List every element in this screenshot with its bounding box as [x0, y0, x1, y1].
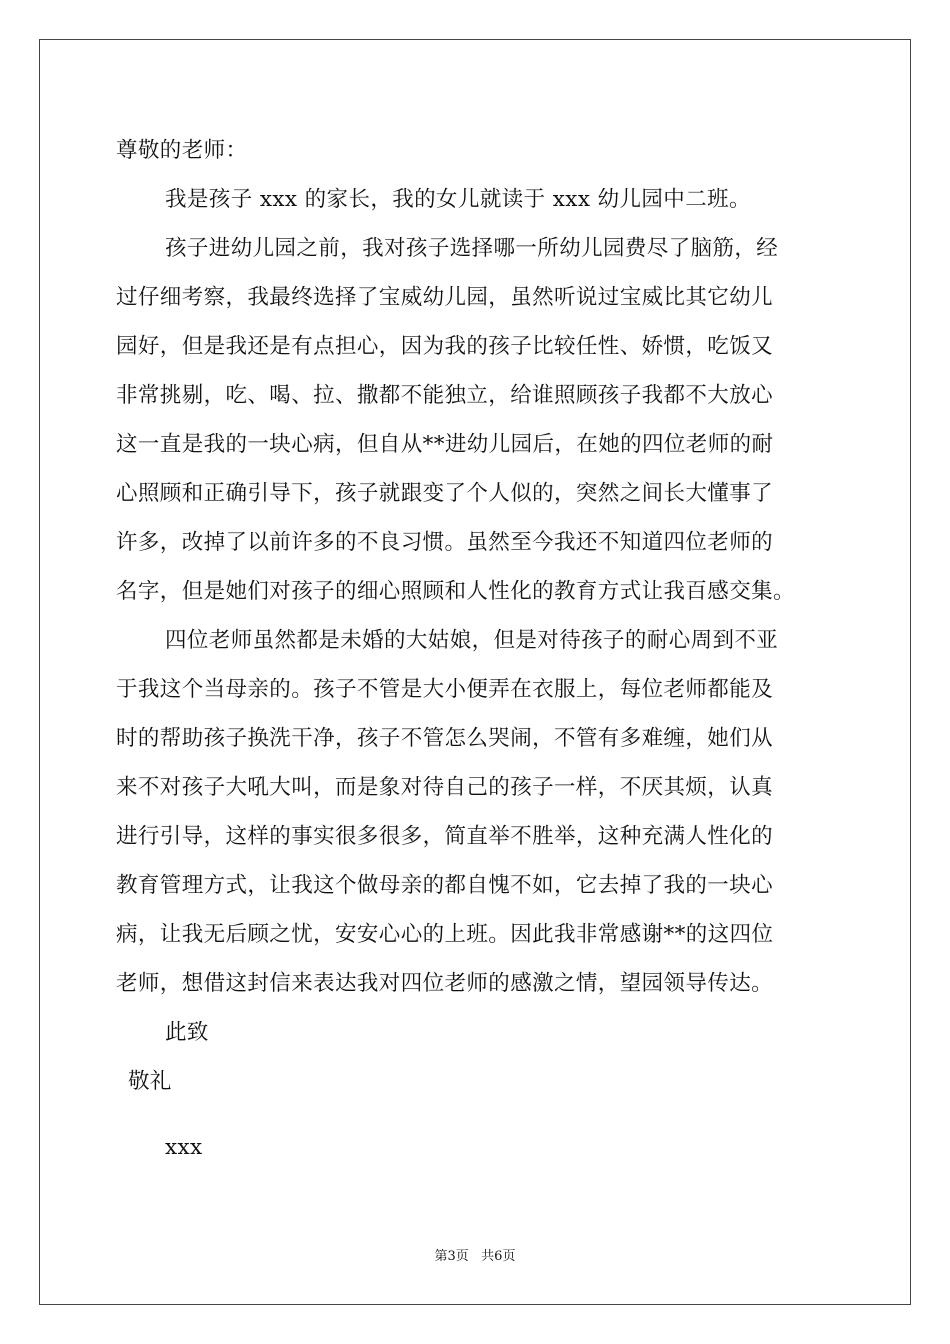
page-number-footer: 第3页 共6页 — [434, 1249, 516, 1264]
letter-line: 教育管理方式，让我这个做母亲的都自愧不如，它去掉了我的一块心 — [116, 873, 774, 898]
letter-line: 来不对孩子大吼大叫，而是象对待自己的孩子一样，不厌其烦，认真 — [116, 775, 774, 800]
letter-closing-jingli: 敬礼 — [128, 1069, 172, 1094]
letter-line: 非常挑剔，吃、喝、拉、撒都不能独立，给谁照顾孩子我都不大放心 — [116, 383, 774, 408]
letter-line: 许多，改掉了以前许多的不良习惯。虽然至今我还不知道四位老师的 — [116, 530, 774, 555]
letter-line: 时的帮助孩子换洗干净，孩子不管怎么哭闹，不管有多难缠，她们从 — [116, 726, 774, 751]
letter-line: 名字，但是她们对孩子的细心照顾和人性化的教育方式让我百感交集。 — [116, 579, 795, 604]
letter-signature: xxx — [165, 1135, 203, 1160]
letter-line: 病，让我无后顾之忧，安安心心的上班。因此我非常感谢**的这四位 — [116, 922, 774, 947]
letter-line: 园好，但是我还是有点担心，因为我的孩子比较任性、娇惯，吃饭又 — [116, 334, 774, 359]
letter-greeting: 尊敬的老师： — [116, 138, 248, 163]
letter-line: 老师，想借这封信来表达我对四位老师的感激之情，望园领导传达。 — [116, 971, 774, 996]
page-border — [39, 39, 911, 1305]
letter-line: 进行引导，这样的事实很多很多，简直举不胜举，这种充满人性化的 — [116, 824, 774, 849]
letter-line: 过仔细考察，我最终选择了宝威幼儿园，虽然听说过宝威比其它幼儿 — [116, 285, 774, 310]
letter-line: 心照顾和正确引导下，孩子就跟变了个人似的，突然之间长大懂事了 — [116, 481, 774, 506]
letter-line: 于我这个当母亲的。孩子不管是大小便弄在衣服上，每位老师都能及 — [116, 677, 774, 702]
letter-closing-cizhi: 此致 — [165, 1020, 209, 1045]
letter-line: 我是孩子 xxx 的家长，我的女儿就读于 xxx 幼儿园中二班。 — [165, 187, 751, 212]
letter-line: 四位老师虽然都是未婚的大姑娘，但是对待孩子的耐心周到不亚 — [165, 628, 779, 653]
letter-line: 这一直是我的一块心病，但自从**进幼儿园后，在她的四位老师的耐 — [116, 432, 774, 457]
letter-line: 孩子进幼儿园之前，我对孩子选择哪一所幼儿园费尽了脑筋，经 — [165, 236, 779, 261]
